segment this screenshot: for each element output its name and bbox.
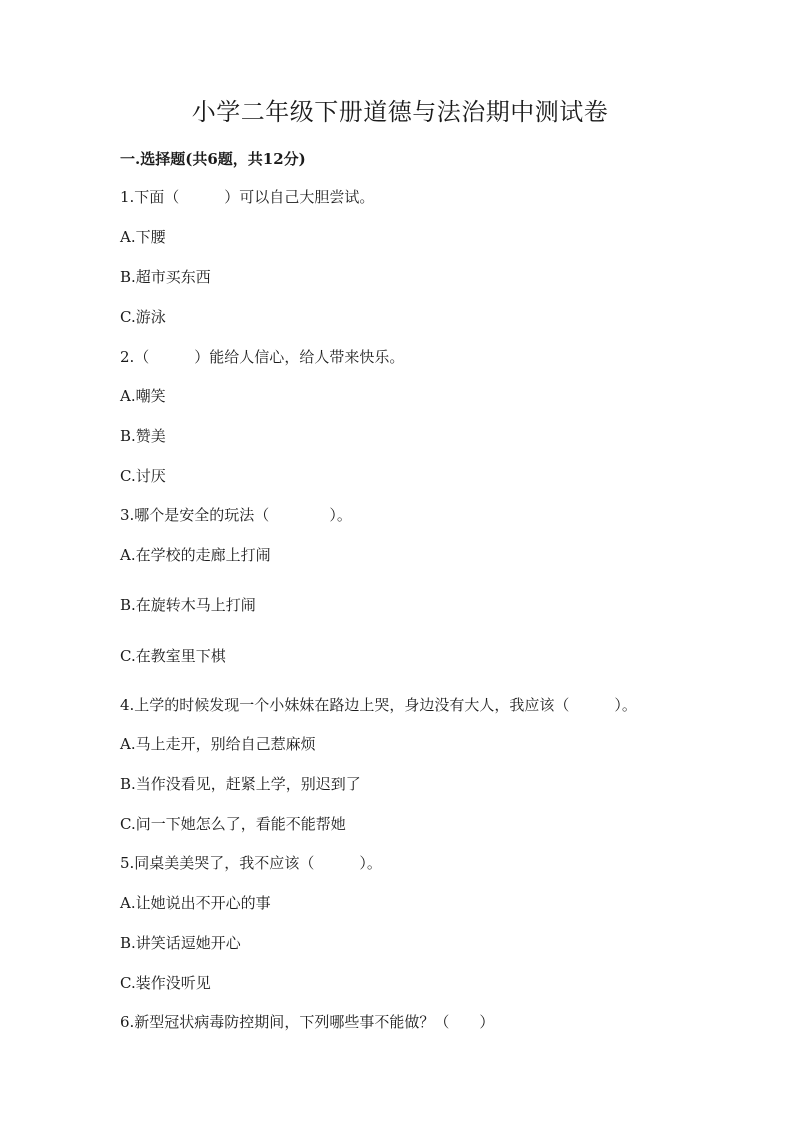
question-5-option-b: B.讲笑话逗她开心: [120, 934, 241, 952]
section-heading: 一.选择题(共6题，共12分): [120, 150, 306, 168]
question-2-option-a: A.嘲笑: [120, 387, 166, 405]
question-2-option-c: C.讨厌: [120, 467, 166, 485]
page-title: 小学二年级下册道德与法治期中测试卷: [191, 98, 609, 126]
question-1-option-b: B.超市买东西: [120, 268, 211, 286]
question-1-option-c: C.游泳: [120, 308, 166, 326]
question-3-stem: 3.哪个是安全的玩法（ ）。: [120, 506, 352, 524]
question-5-stem: 5.同桌美美哭了，我不应该（ ）。: [120, 854, 382, 872]
question-3-option-a: A.在学校的走廊上打闹: [120, 546, 271, 564]
question-4-stem: 4.上学的时候发现一个小妹妹在路边上哭，身边没有大人，我应该（ ）。: [120, 696, 637, 714]
question-6-stem: 6.新型冠状病毒防控期间，下列哪些事不能做？（ ）: [120, 1013, 495, 1031]
question-5-option-c: C.装作没听见: [120, 974, 211, 992]
question-4-option-c: C.问一下她怎么了，看能不能帮她: [120, 815, 346, 833]
question-4-option-a: A.马上走开，别给自己惹麻烦: [120, 735, 316, 753]
question-1-option-a: A.下腰: [120, 228, 166, 246]
question-5-option-a: A.让她说出不开心的事: [120, 894, 271, 912]
question-2-stem: 2.（ ）能给人信心，给人带来快乐。: [120, 348, 405, 366]
question-3-option-b: B.在旋转木马上打闹: [120, 596, 256, 614]
question-4-option-b: B.当作没看见，赶紧上学，别迟到了: [120, 775, 361, 793]
question-1-stem: 1.下面（ ）可以自己大胆尝试。: [120, 188, 375, 206]
question-3-option-c: C.在教室里下棋: [120, 647, 226, 665]
question-2-option-b: B.赞美: [120, 427, 166, 445]
